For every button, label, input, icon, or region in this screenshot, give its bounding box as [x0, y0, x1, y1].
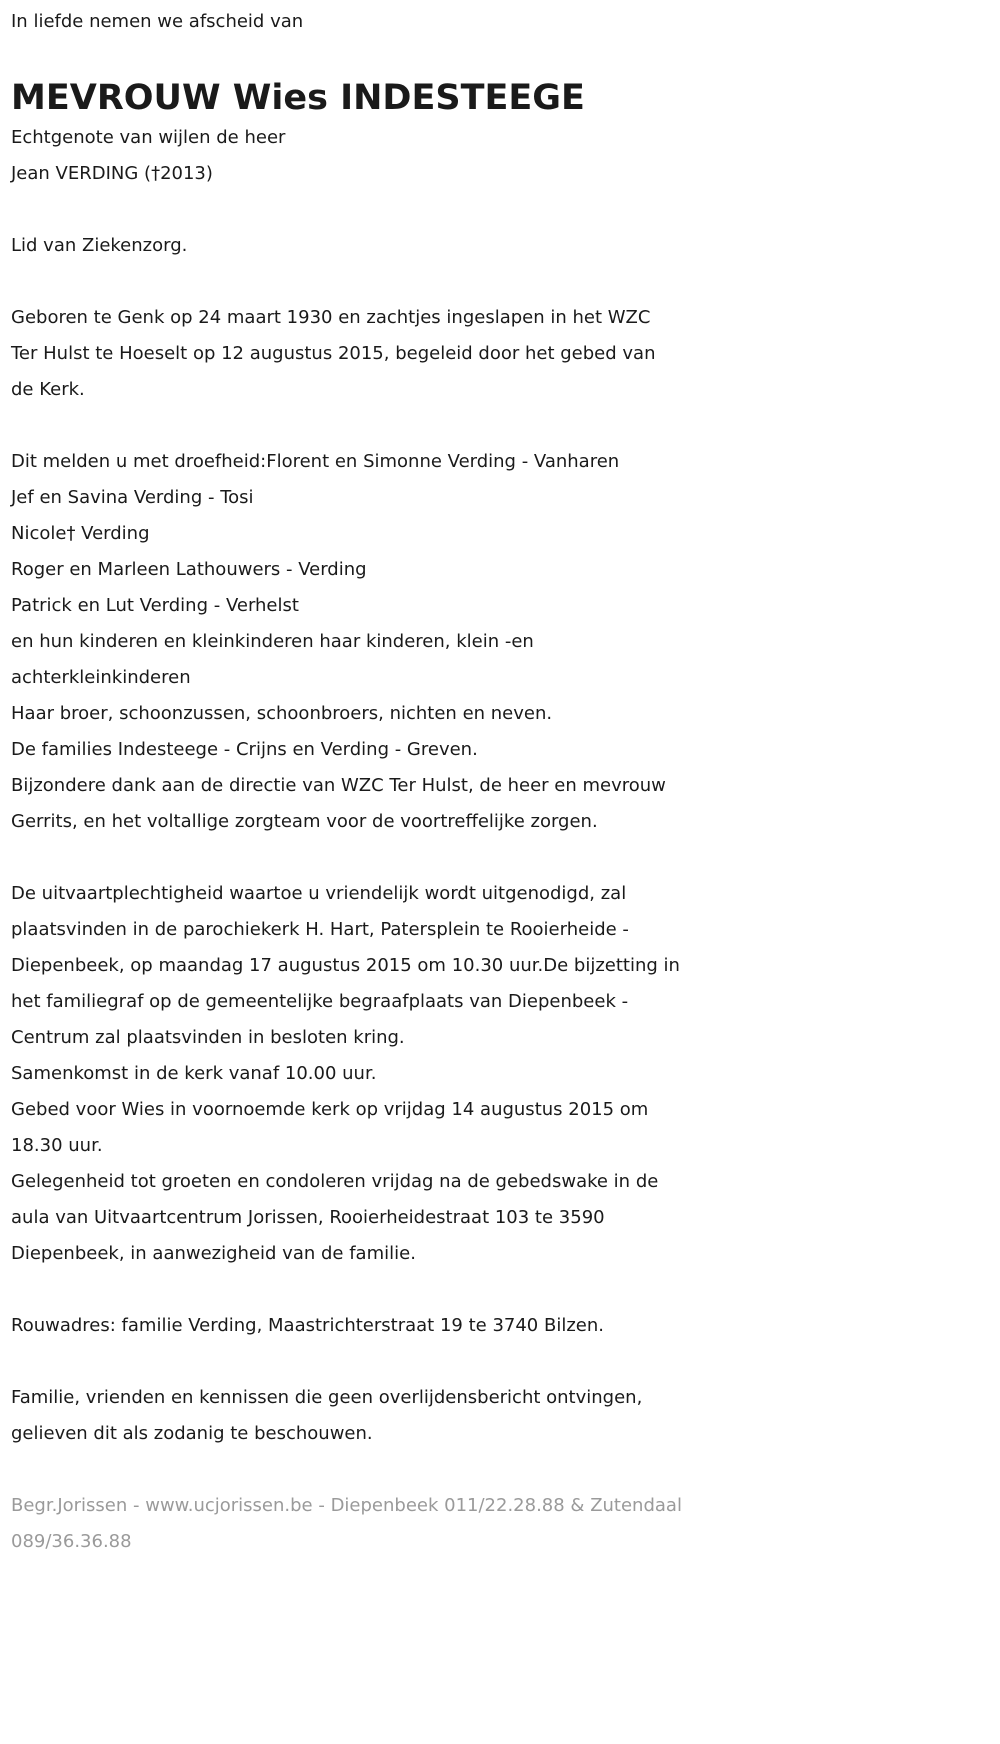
birth-death-paragraph [11, 300, 991, 408]
spouse-line: Echtgenote van wijlen de heer [11, 127, 286, 148]
ceremony-line: aula van Uitvaartcentrum Jorissen, Rooierheidestraat 103 te 3590 [11, 1207, 605, 1228]
ceremony-line: plaatsvinden in de parochiekerk H. Hart, Patersplein te Rooierheide - [11, 919, 629, 940]
membership-line: Lid van Ziekenzorg. [11, 235, 188, 256]
family-paragraph [11, 444, 991, 840]
family-line: Dit melden u met droefheid:Florent en Simonne Verding - Vanharen [11, 451, 620, 472]
family-line: Jef en Savina Verding - Tosi [11, 487, 254, 508]
family-line: achterkleinkinderen [11, 667, 191, 688]
ceremony-line: Centrum zal plaatsvinden in besloten kring. [11, 1027, 405, 1048]
family-line: Nicole† Verding [11, 523, 150, 544]
obituary-notice [11, 0, 991, 1560]
mourning-address: Rouwadres: familie Verding, Maastrichterstraat 19 te 3740 Bilzen. [11, 1315, 604, 1336]
closing-line: gelieven dit als zodanig te beschouwen. [11, 1423, 373, 1444]
ceremony-line: 18.30 uur. [11, 1135, 103, 1156]
closing-paragraph [11, 1380, 991, 1452]
deceased-name: MEVROUW Wies INDESTEEGE [11, 78, 585, 118]
ceremony-line: Diepenbeek, in aanwezigheid van de familie. [11, 1243, 416, 1264]
ceremony-line: Diepenbeek, op maandag 17 augustus 2015 om 10.30 uur.De bijzetting in [11, 955, 680, 976]
family-line: Haar broer, schoonzussen, schoonbroers, nichten en neven. [11, 703, 553, 724]
paragraph-line: de Kerk. [11, 379, 85, 400]
intro-line: In liefde nemen we afscheid van [11, 11, 304, 32]
closing-line: Familie, vrienden en kennissen die geen overlijdensbericht ontvingen, [11, 1387, 643, 1408]
ceremony-line: De uitvaartplechtigheid waartoe u vriendelijk wordt uitgenodigd, zal [11, 883, 627, 904]
funeral-home-footer [11, 1488, 991, 1560]
ceremony-line: Samenkomst in de kerk vanaf 10.00 uur. [11, 1063, 377, 1084]
family-line: Gerrits, en het voltallige zorgteam voor de voortreffelijke zorgen. [11, 811, 598, 832]
ceremony-line: het familiegraf op de gemeentelijke begraafplaats van Diepenbeek - [11, 991, 629, 1012]
family-line: De families Indesteege - Crijns en Verding - Greven. [11, 739, 478, 760]
family-line: Roger en Marleen Lathouwers - Verding [11, 559, 367, 580]
family-line: en hun kinderen en kleinkinderen haar kinderen, klein -en [11, 631, 534, 652]
ceremony-line: Gelegenheid tot groeten en condoleren vrijdag na de gebedswake in de [11, 1171, 659, 1192]
ceremony-line: Gebed voor Wies in voornoemde kerk op vrijdag 14 augustus 2015 om [11, 1099, 649, 1120]
spouse-line: Jean VERDING (†2013) [11, 163, 213, 184]
family-line: Patrick en Lut Verding - Verhelst [11, 595, 299, 616]
spouse-block [11, 120, 991, 192]
family-line: Bijzondere dank aan de directie van WZC Ter Hulst, de heer en mevrouw [11, 775, 666, 796]
paragraph-line: Ter Hulst te Hoeselt op 12 augustus 2015, begeleid door het gebed van [11, 343, 656, 364]
footer-line: 089/36.36.88 [11, 1531, 132, 1552]
footer-line: Begr.Jorissen - www.ucjorissen.be - Diepenbeek 011/22.28.88 & Zutendaal [11, 1495, 682, 1516]
ceremony-paragraph [11, 876, 991, 1272]
paragraph-line: Geboren te Genk op 24 maart 1930 en zachtjes ingeslapen in het WZC [11, 307, 651, 328]
